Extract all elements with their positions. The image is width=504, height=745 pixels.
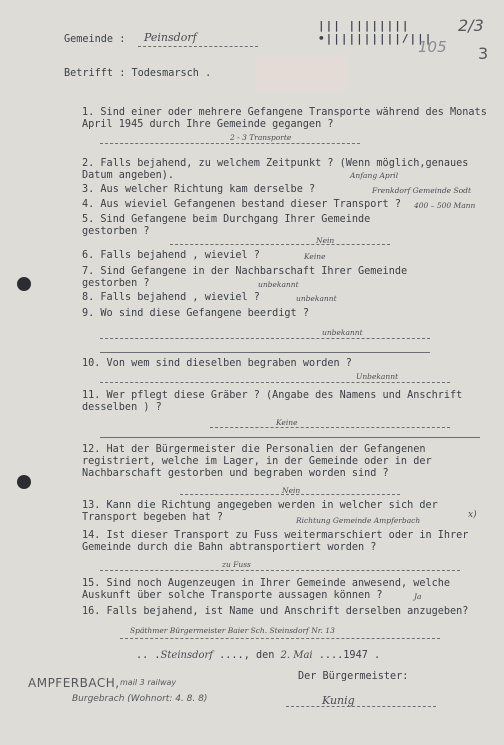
question-11 [82, 390, 494, 414]
question-15 [82, 578, 494, 602]
betrifft-line: Betrifft : Todesmarsch . [64, 68, 212, 79]
answer-10: Unbekannt [356, 372, 399, 381]
question-number: 2. [82, 158, 95, 169]
question-text: Kann die Richtung angegeben werden in welcher sich der Transport begeben hat ? [82, 500, 438, 523]
date-line: .. .Steinsdorf ...., den 2. Mai ....1947 . [136, 650, 381, 661]
answer-line [210, 427, 450, 428]
answer-11: Keine [276, 418, 298, 427]
answer-12: Nein [282, 486, 301, 495]
signature: Kunig [322, 694, 355, 707]
question-5 [82, 214, 402, 238]
left-note-town: AMPFERBACH, [28, 676, 120, 690]
answer-14: zu Fuss [222, 560, 251, 569]
place-name: Steinsdorf [160, 650, 214, 661]
footnote-mark: x) [468, 510, 477, 520]
question-6 [82, 250, 382, 262]
question-text: Aus wieviel Gefangenen bestand dieser Transport ? [100, 199, 401, 210]
question-text: Falls bejahend , wieviel ? [100, 250, 260, 261]
question-text: Von wem sind dieselben begraben worden ? [106, 358, 352, 369]
question-number: 6. [82, 250, 95, 261]
question-number: 14. [82, 530, 101, 541]
question-text: Wo sind diese Gefangene beerdigt ? [100, 308, 309, 319]
left-note-line2: mail 3 railway [120, 678, 177, 687]
pencil-reference: 105 [418, 38, 447, 56]
question-4 [82, 199, 412, 211]
answer-6: Keine [304, 252, 326, 261]
left-note-line3: Burgebrach (Wohnort: 4. 8. 8) [72, 694, 208, 704]
question-number: 3. [82, 184, 95, 195]
question-7 [82, 266, 422, 290]
question-text: Sind einer oder mehrere Gefangene Transporte während des Monats April 1945 durch Ihre Gemeinde gegangen ? [82, 107, 487, 130]
answer-line [120, 638, 440, 639]
answer-1: 2 - 3 Transporte [230, 133, 292, 142]
question-text: Wer pflegt diese Gräber ? (Angabe des Namens und Anschrift desselben ) ? [82, 390, 463, 413]
question-text: Sind Gefangene in der Nachbarschaft Ihrer Gemeinde gestorben ? [82, 266, 408, 289]
question-10 [82, 358, 442, 370]
question-9 [82, 308, 382, 320]
answer-line [180, 494, 400, 495]
question-text: Falls bejahend, ist Name und Anschrift derselben anzugeben? [106, 606, 469, 617]
answer-line [170, 244, 390, 245]
answer-9: unbekannt [322, 328, 363, 337]
question-1 [82, 107, 494, 131]
answer-15: Ja [414, 592, 422, 601]
answer-line [100, 338, 430, 339]
question-number: 4. [82, 199, 95, 210]
answer-4: 400 – 500 Mann [414, 201, 476, 210]
question-text: Sind Gefangene beim Durchgang Ihrer Gemeinde gestorben ? [82, 214, 371, 237]
ink-stamp: ||| ||||||||•||||||||||/||| [318, 19, 433, 45]
handwritten-date: 2. Mai [280, 650, 313, 661]
punch-hole [17, 277, 31, 291]
answer-line [100, 143, 360, 144]
faint-stamp [255, 56, 347, 90]
question-text: Aus welcher Richtung kam derselbe ? [100, 184, 316, 195]
year: 1947 . [343, 650, 381, 661]
separator-line [100, 437, 480, 438]
answer-2: Anfang April [350, 171, 399, 180]
answer-13: Richtung Gemeinde Ampferbach [296, 516, 421, 525]
den-label: , den [243, 650, 275, 661]
question-text: Falls bejahend, zu welchem Zeitpunkt ? (Wenn möglich,genaues Datum angeben). [82, 158, 469, 181]
question-14 [82, 530, 494, 554]
separator-line [100, 352, 430, 353]
gemeinde-value: Peinsdorf [144, 31, 197, 44]
question-number: 10. [82, 358, 101, 369]
answer-line [100, 382, 450, 383]
question-number: 5. [82, 214, 95, 225]
answer-8: unbekannt [296, 294, 337, 303]
question-text: Ist dieser Transport zu Fuss weitermarschiert oder in Ihrer Gemeinde durch die Bahn abtransportiert worden ? [82, 530, 469, 553]
gemeinde-label: Gemeinde : [64, 34, 126, 45]
question-number: 16. [82, 606, 101, 617]
question-number: 7. [82, 266, 95, 277]
page-number: 3 [478, 44, 489, 63]
answer-7: unbekannt [258, 280, 299, 289]
question-number: 15. [82, 578, 101, 589]
question-3 [82, 184, 372, 196]
question-text: Hat der Bürgermeister die Personalien der Gefangenen registriert, welche im Lager, in der Gemeinde oder in der Nachbarschaft gestorben und begraben worden sind ? [82, 444, 432, 479]
question-8 [82, 292, 382, 304]
top-right-note: 2/3 [458, 16, 484, 35]
question-number: 11. [82, 390, 101, 401]
question-number: 9. [82, 308, 95, 319]
question-number: 1. [82, 107, 95, 118]
answer-3: Frenkdorf Gemeinde Sodt [372, 186, 471, 195]
punch-hole [17, 475, 31, 489]
question-12 [82, 444, 494, 480]
question-16 [82, 606, 494, 618]
question-number: 12. [82, 444, 101, 455]
answer-line [100, 570, 460, 571]
question-2 [82, 158, 494, 182]
answer-16: Späthmer Bürgermeister Baier Sch. Steinsdorf Nr. 13 [130, 626, 335, 635]
answer-5: Nein [316, 236, 335, 245]
question-number: 13. [82, 500, 101, 511]
question-text: Sind noch Augenzeugen in Ihrer Gemeinde anwesend, welche Auskunft über solche Transporte aussagen können ? [82, 578, 451, 601]
question-number: 8. [82, 292, 95, 303]
signature-title: Der Bürgermeister: [298, 671, 409, 682]
signature-line [286, 706, 436, 707]
gemeinde-underline [138, 46, 258, 47]
question-text: Falls bejahend , wieviel ? [100, 292, 260, 303]
